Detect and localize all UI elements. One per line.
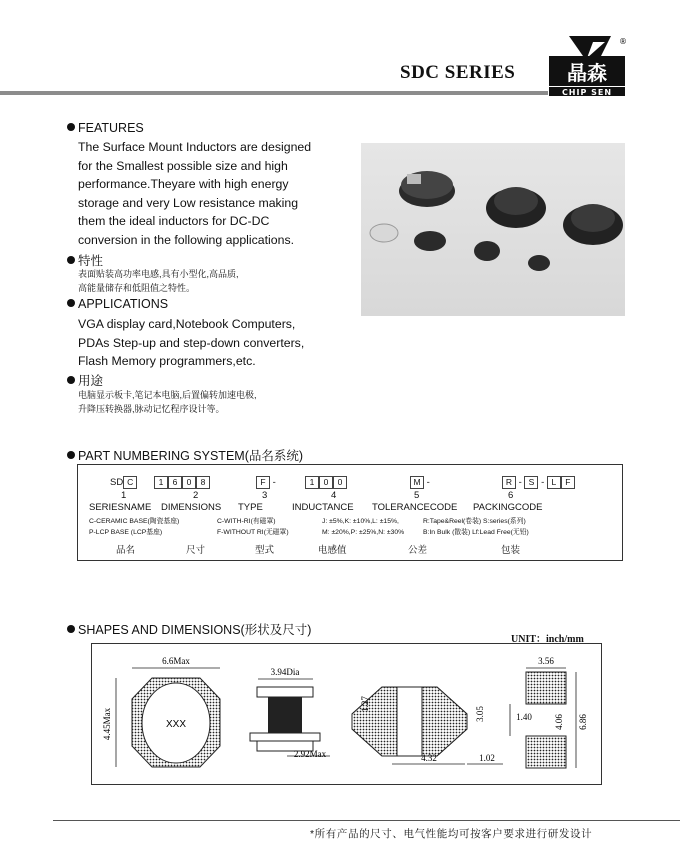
label-inductance: INDUCTANCE [292,502,354,513]
cn-label-3: 型式 [255,545,275,556]
cn-label-4: 电感值 [318,545,347,556]
dim-1-27: 1.27 [360,696,370,712]
label-dimensions: DIMENSIONS [161,502,222,513]
features-cn-heading: 特性 [67,251,103,269]
footer-note: *所有产品的尺寸、电气性能均可按客户要求进行研发设计 [310,828,593,840]
dim-xxx: XXX [165,719,187,730]
dim-4-06: 4.06 [554,714,564,730]
applications-cn-heading: 用途 [67,371,103,389]
index-5: 5 [414,490,420,501]
label-seriesname: SERIESNAME [89,502,152,513]
label-packingcode: PACKINGCODE [473,502,543,513]
shapes-heading: SHAPES AND DIMENSIONS(形状及尺寸) [67,620,311,638]
note-tolerance: J: ±5%,K: ±10%,L: ±15%, M: ±20%,P: ±25%,N: ±30% [322,518,405,536]
code-inductance: 1 0 0 [305,476,347,489]
bullet-icon [67,451,75,459]
cn-label-2: 尺寸 [186,545,206,556]
dim-4-45: 4.45Max [102,707,112,741]
dim-3-05: 3.05 [475,706,485,722]
bullet-icon [67,123,75,131]
dim-1-40: 1.40 [516,712,532,722]
product-photo [361,143,625,316]
index-1: 1 [121,490,127,501]
index-6: 6 [508,490,514,501]
dim-1-02: 1.02 [479,753,495,763]
footer-rule [53,820,680,821]
dim-4-32: 4.32 [421,753,437,763]
note-packing: R:Tape&Reel(卷装) S:series(系列) B:In Bulk (散装) Lf:Lead Free(无铅) [423,518,529,536]
dim-6-6: 6.6Max [162,656,190,666]
applications-cn-text: 电脑显示板卡,笔记本电脑,后置偏转加速电极, 升降压转换器,脉动记忆程序设计等。 [78,390,257,414]
cn-label-5: 公差 [408,545,428,556]
code-type: F - [256,476,276,489]
bullet-icon [67,625,75,633]
dim-3-56: 3.56 [538,656,554,666]
part-numbering-heading: PART NUMBERING SYSTEM(品名系统) [67,446,303,464]
applications-heading: APPLICATIONS [67,297,168,311]
label-tolerancecode: TOLERANCECODE [372,502,458,513]
label-type: TYPE [238,502,263,513]
features-text: The Surface Mount Inductors are designed for the Smallest possible size and high performance.Theyare with high energy storage and very Low resistance making them the ideal inductors for DC-DC conversion in the following applications. [78,140,312,247]
index-2: 2 [193,490,199,501]
cn-label-6: 包装 [501,545,521,556]
applications-text: VGA display card,Notebook Computers, PDAs Step-up and step-down converters, Flash Memory programmers,etc. [78,317,305,368]
logo-cn-text: 晶森 [567,61,607,85]
features-heading: FEATURES [67,121,144,135]
unit-label: UNIT：inch/mm [511,634,584,645]
header-rule [0,91,548,95]
bullet-icon [67,376,75,384]
code-packing: R - S - L F [502,476,575,489]
index-3: 3 [262,490,268,501]
index-4: 4 [331,490,337,501]
dim-2-92: 2.92Max [293,749,327,759]
dimensions-box [91,643,602,785]
logo-en-text: CHIP SEN [561,88,613,97]
cn-label-1: 品名 [116,545,136,556]
code-dimensions: 1 6 0 8 [154,476,210,489]
series-title: SDC SERIES [400,62,516,83]
code-series: SD C [110,476,137,489]
dim-6-86: 6.86 [578,714,588,730]
code-tolerance: M - [410,476,430,489]
note-base: C-CERAMIC BASE(陶瓷基座) P-LCP BASE (LCP基座) [89,518,180,536]
bullet-icon [67,256,75,264]
features-cn-text: 表面贴装高功率电感,具有小型化,高品质, 高能量储存和低阻值之特性。 [78,269,239,293]
note-type: C-WITH-RI(有磁罩) F-WITHOUT RI(无磁罩) [217,518,289,536]
bullet-icon [67,299,75,307]
dim-3-94: 3.94Dia [270,667,300,677]
registered-mark: ® [619,37,627,46]
chipsen-logo [549,34,625,96]
